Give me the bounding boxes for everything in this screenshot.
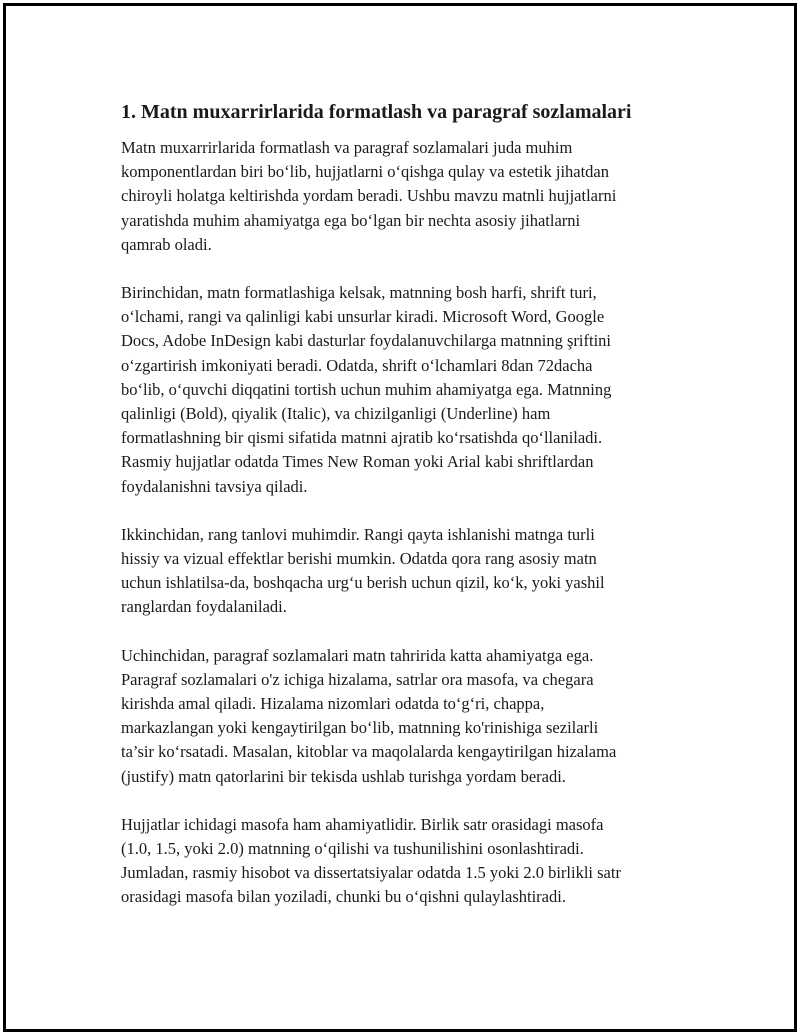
- text-line: komponentlardan biri bo‘lib, hujjatlarni o‘qishga qulay va estetik jihatdan: [121, 162, 610, 182]
- paragraph-formatting: [121, 281, 671, 499]
- text-line: Uchinchidan, paragraf sozlamalari matn tahririda katta ahamiyatga ega.: [121, 645, 594, 665]
- text-line: o‘lchami, rangi va qalinligi kabi unsurlar kiradi. Microsoft Word, Google: [121, 307, 605, 327]
- text-line: Paragraf sozlamalari o'z ichiga hizalama, satrlar ora masofa, va chegara: [121, 669, 594, 689]
- text-line: qamrab oladi.: [121, 234, 212, 254]
- paragraph-settings: [121, 644, 671, 789]
- text-line: ranglardan foydalaniladi.: [121, 597, 287, 617]
- text-line: (1.0, 1.5, yoki 2.0) matnning o‘qilishi va tushunilishini osonlashtiradi.: [121, 839, 584, 859]
- text-line: Hujjatlar ichidagi masofa ham ahamiyatlidir. Birlik satr orasidagi masofa: [121, 814, 604, 834]
- text-line: ta’sir ko‘rsatadi. Masalan, kitoblar va maqolalarda kengaytirilgan hizalama: [121, 742, 617, 762]
- text-line: hissiy va vizual effektlar berishi mumkin. Odatda qora rang asosiy matn: [121, 549, 597, 569]
- text-line: qalinligi (Bold), qiyalik (Italic), va chizilganligi (Underline) ham: [121, 404, 551, 424]
- text-line: markazlangan yoki kengaytirilgan bo‘lib, matnning ko'rinishiga sezilarli: [121, 718, 599, 738]
- paragraph-spacing: [121, 813, 671, 910]
- text-line: yaratishda muhim ahamiyatga ega bo‘lgan bir nechta asosiy jihatlarni: [121, 210, 581, 230]
- text-line: uchun ishlatilsa-da, boshqacha urg‘u berish uchun qizil, ko‘k, yoki yashil: [121, 573, 605, 593]
- text-line: Matn muxarrirlarida formatlash va paragraf sozlamalari juda muhim: [121, 138, 573, 157]
- document-title: 1. Matn muxarrirlarida formatlash va paragraf sozlamalari: [121, 101, 632, 123]
- text-line: bo‘lib, o‘quvchi diqqatini tortish uchun muhim ahamiyatga ega. Matnning: [121, 379, 612, 399]
- text-line: formatlashning bir qismi sifatida matnni ajratib ko‘rsatishda qo‘llaniladi.: [121, 428, 603, 448]
- text-line: Rasmiy hujjatlar odatda Times New Roman yoki Arial kabi shriftlardan: [121, 452, 594, 472]
- text-line: Docs, Adobe InDesign kabi dasturlar foydalanuvchilarga matnning şriftini: [121, 331, 611, 351]
- paragraph-color: [121, 523, 671, 620]
- text-line: o‘zgartirish imkoniyati beradi. Odatda, shrift o‘lchamlari 8dan 72dacha: [121, 355, 593, 375]
- text-line: Jumladan, rasmiy hisobot va dissertatsiyalar odatda 1.5 yoki 2.0 birlikli satr: [121, 863, 621, 883]
- text-line: chiroyli holatga keltirishda yordam beradi. Ushbu mavzu matnli hujjatlarni: [121, 186, 617, 206]
- text-line: (justify) matn qatorlarini bir tekisda ushlab turishga yordam beradi.: [121, 766, 566, 786]
- text-line: foydalanishni tavsiya qiladi.: [121, 476, 308, 496]
- document-body: [121, 99, 671, 934]
- text-line: kirishda amal qiladi. Hizalama nizomlari odatda to‘g‘ri, chappa,: [121, 694, 545, 714]
- text-line: orasidagi masofa bilan yoziladi, chunki bu o‘qishni qulaylashtiradi.: [121, 887, 566, 907]
- page-frame: [3, 3, 797, 1032]
- text-line: Birinchidan, matn formatlashiga kelsak, matnning bosh harfi, shrift turi,: [121, 283, 597, 303]
- paragraph-intro: [121, 136, 671, 257]
- text-line: Ikkinchidan, rang tanlovi muhimdir. Rangi qayta ishlanishi matnga turli: [121, 524, 595, 544]
